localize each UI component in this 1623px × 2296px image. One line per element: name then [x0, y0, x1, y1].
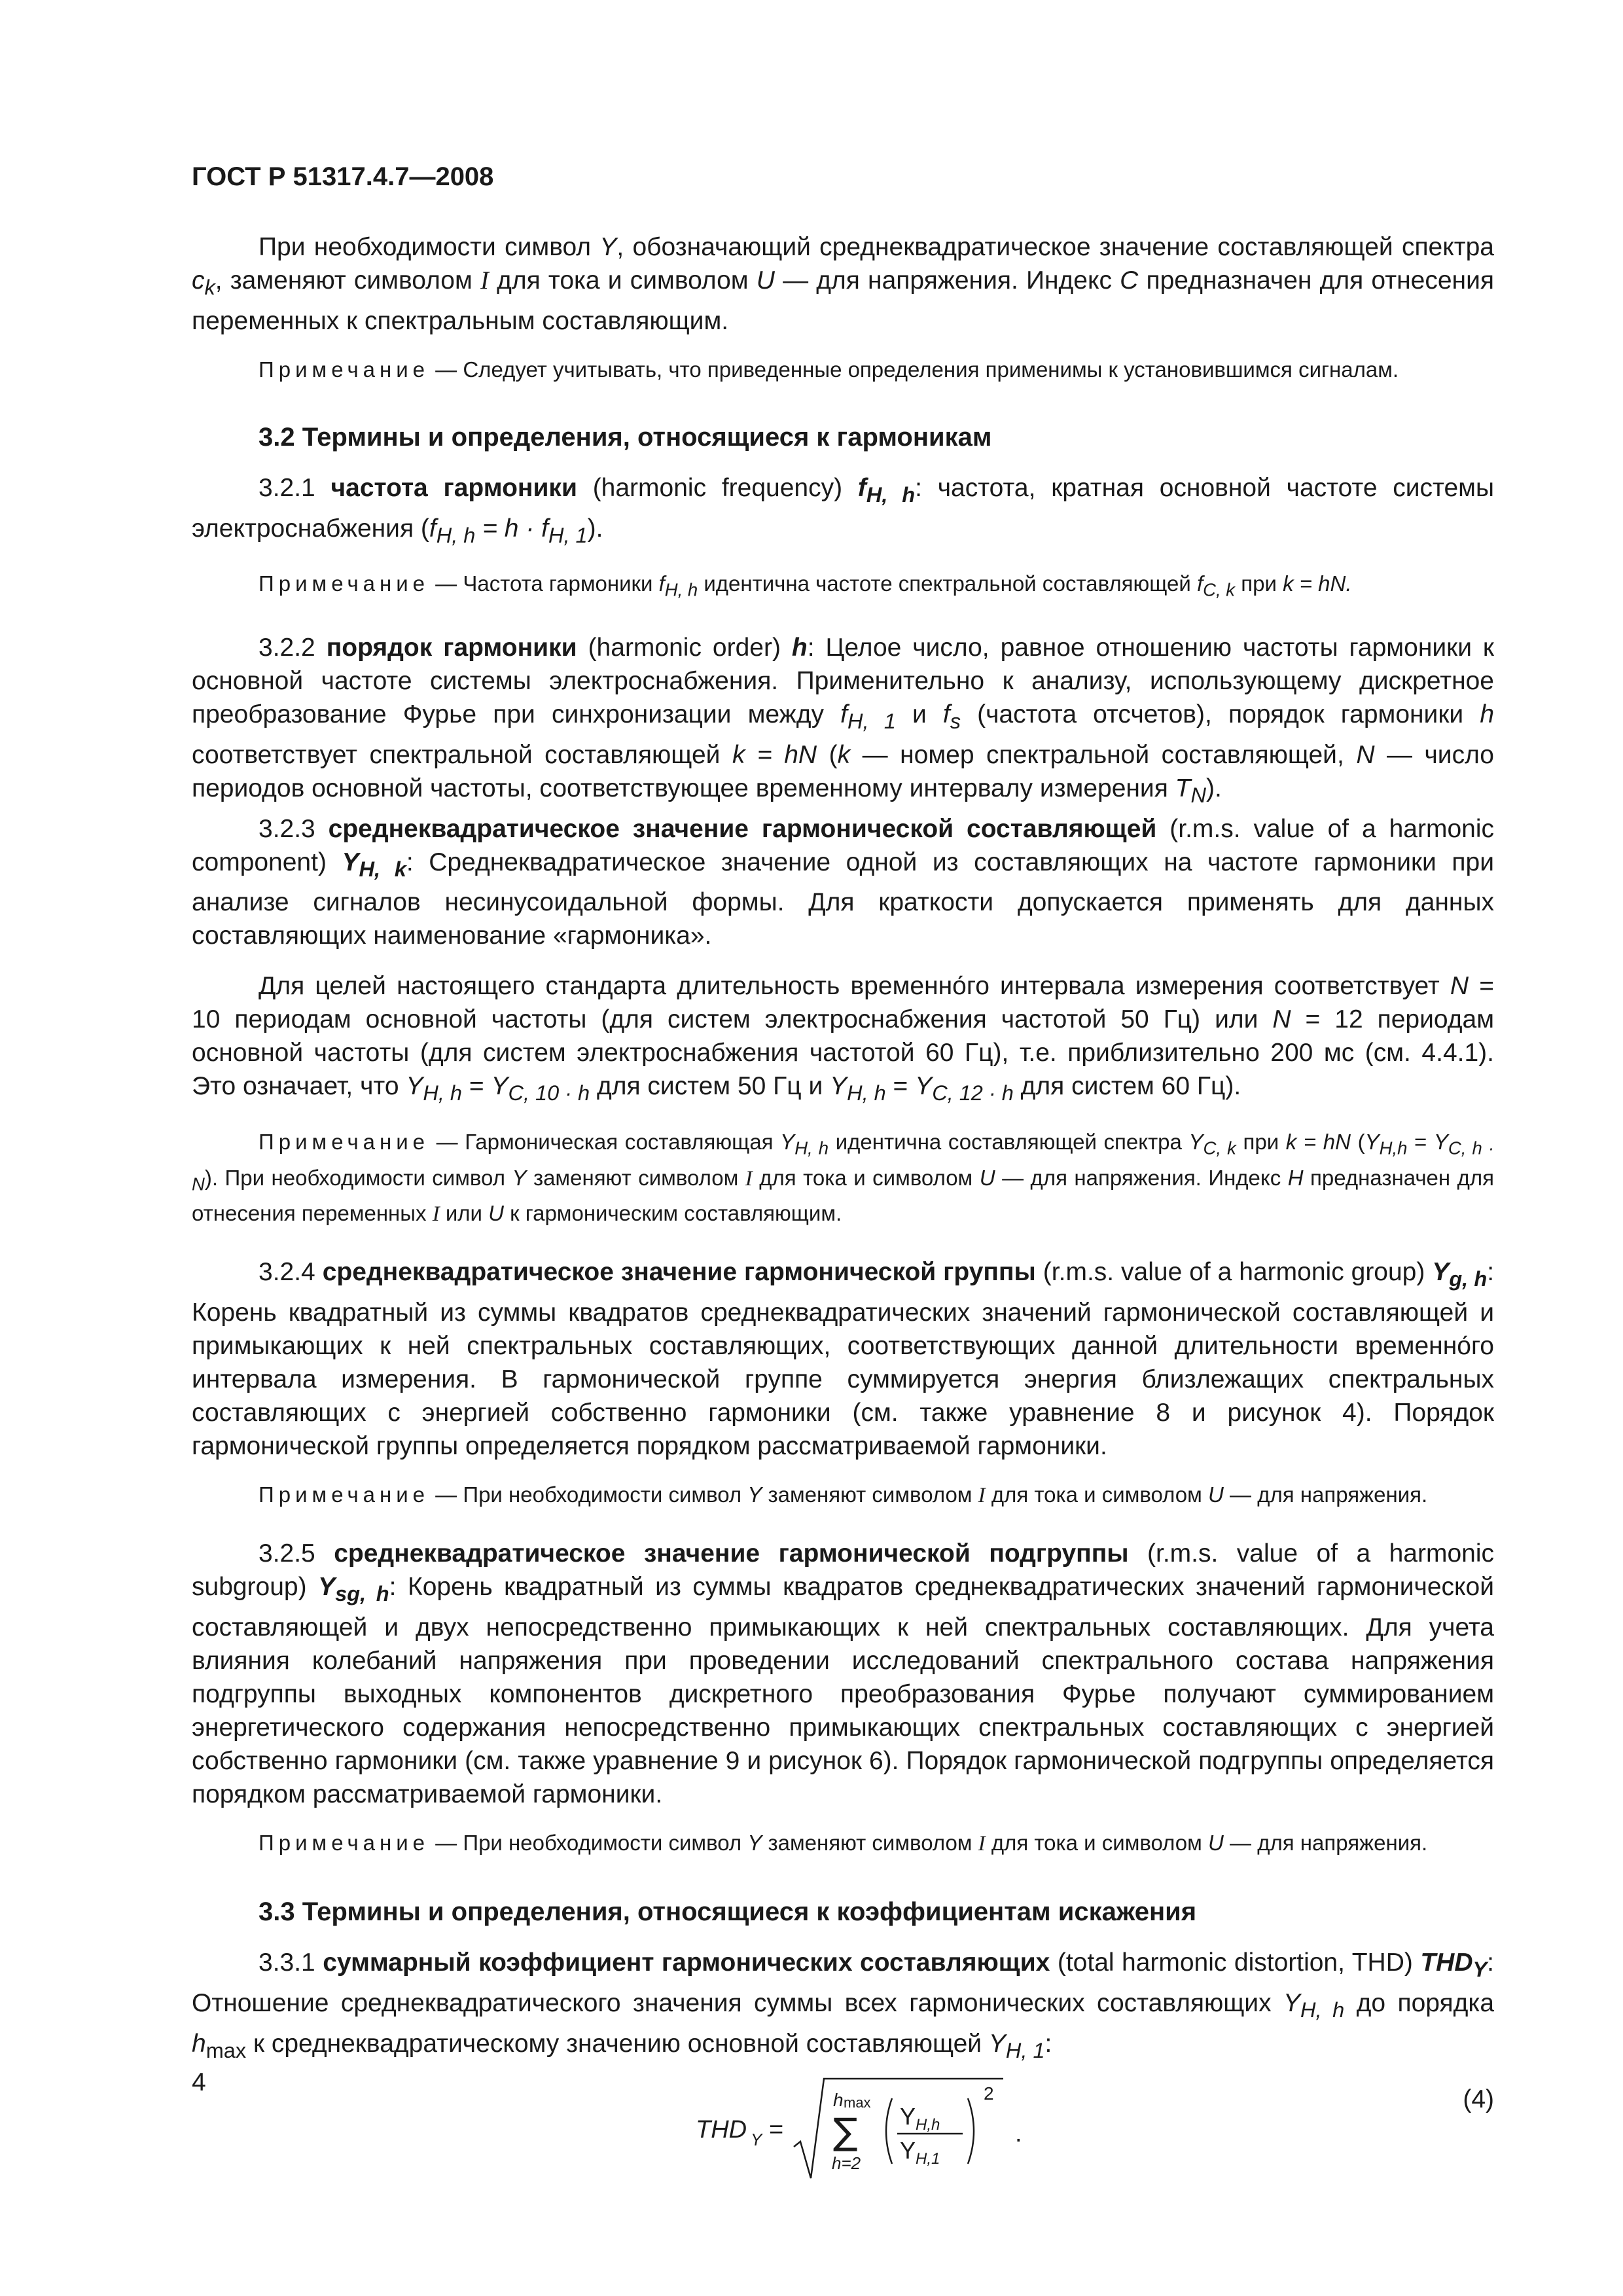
note-3-2-1: Примечание — Частота гармоники $f_{H, h}$ идентична частоте спектральной составляющей $f_{C, k}$ при k = hN.	[259, 571, 1352, 600]
sqrt-sign	[794, 2079, 1003, 2178]
intro-note: Примечание — Следует учитывать, что приведенные определения применимы к установившимся сигналам.	[259, 357, 1399, 382]
clause-3-3-1: 3.3.1 суммарный коэффициент гармонических составляющих (total harmonic distortion, THD) $THD_Y$: Отношение среднеквадратического значения суммы всех гармонических составляющих $Y_{H, h}$ до порядка $h_{max}$ к среднеквадратическому значению основной составляющей $Y_{H, 1}$:	[192, 1948, 1495, 2062]
section-heading-3-2: 3.2 Термины и определения, относящиеся к гармоникам	[259, 422, 992, 452]
sum-lower-limit: h=2	[832, 2153, 861, 2174]
paren-left	[886, 2098, 892, 2164]
thd-formula	[696, 2073, 1036, 2185]
sum-upper-limit: h	[833, 2090, 844, 2111]
sum-upper-limit-sub: max	[844, 2094, 871, 2111]
note-3-2-5: Примечание — При необходимости символ Y заменяют символом I для тока и символом U — для напряжения.	[259, 1830, 1428, 1856]
clause-3-2-5: 3.2.5 среднеквадратическое значение гармонической подгруппы (r.m.s. value of a harmonic subgroup) $Y_{sg, h}$: Корень квадратный из суммы квадратов среднеквадратических значений гармонической составляющей и двух непосредственно примыкающих к ней спектральных составляющих. Для учета влияния колебаний напряжения при проведении исследований спектрального состава напряжения подгруппы выходных компонентов дискретного преобразования Фурье получают суммированием энергетического содержания непосредственно примыкающих спектральных составляющих с энергией собственно гармоники (см. также уравнение 9 и рисунок 6). Порядок гармонической подгруппы определяется порядком рассматриваемой гармоники.	[192, 1539, 1495, 1808]
sigma-sign: ∑	[833, 2111, 858, 2154]
formula-exponent: 2	[984, 2083, 994, 2104]
clause-3-2-2: 3.2.2 порядок гармоники (harmonic order) h: Целое число, равное отношению частоты гармоники к основной частоте системы электроснабжения. Применительно к анализу, использующему дискретное преобразование Фурье при синхронизации между $f_{H, 1}$ и $f_s$ (частота отсчетов), порядок гармоники h соответствует спектральной составляющей k = hN (k — номер спектральной составляющей, N — число периодов основной частоты, соответствующее временному интервалу измерения $T_N$).	[192, 633, 1495, 807]
note-3-2-4: Примечание — При необходимости символ Y заменяют символом I для тока и символом U — для напряжения.	[259, 1482, 1428, 1508]
intro-paragraph: При необходимости символ Y, обозначающий среднеквадратическое значение составляющей спектра $c_k$, заменяют символом I для тока и символом U — для напряжения. Индекс C предназначен для отнесения переменных к спектральным составляющим.	[192, 233, 1494, 335]
equation-number: (4)	[1463, 2085, 1494, 2114]
document-body	[192, 230, 1494, 2185]
clause-3-2-1: 3.2.1 частота гармоники (harmonic frequency) $f_{H, h}$: частота, кратная основной частоте системы электроснабжения $(f_{H, h} = h \cdot f_{H, 1})$.	[192, 473, 1495, 547]
note-3-2-3: Примечание — Гармоническая составляющая $Y_{H, h}$ идентична составляющей спектра $Y_{C, k}$ при k = hN $(Y_{H,h} = Y_{C, h \cdot N})$. При необходимости символ Y заменяют символом I для тока и символом U — для напряжения. Индекс H предназначен для отнесения переменных I или U к гармоническим составляющим.	[192, 1130, 1495, 1227]
formula-equals: =	[769, 2116, 784, 2144]
formula-period: .	[1015, 2120, 1022, 2148]
purpose-paragraph: Для целей настоящего стандарта длительность временно́го интервала измерения соответствует N = 10 периодам основной частоты (для систем электроснабжения частотой 50 Гц) или N = 12 периодам основной частоты (для систем электроснабжения частотой 60 Гц), т.е. приблизительно 200 мс (см. 4.4.1). Это означает, что $Y_{H, h} = Y_{C, 10 \cdot h}$ для систем 50 Гц и $Y_{H, h} = Y_{C, 12 \cdot h}$ для систем 60 Гц).	[192, 972, 1495, 1105]
paren-right	[968, 2098, 974, 2164]
formula-lhs: THD	[696, 2116, 747, 2144]
section-heading-3-3: 3.3 Термины и определения, относящиеся к коэффициентам искажения	[259, 1897, 1197, 1926]
clause-3-2-3: 3.2.3 среднеквадратическое значение гармонической составляющей (r.m.s. value of a harmonic component) $Y_{H, k}$: Среднеквадратическое значение одной из составляющих на частоте гармоники при анализе сигналов несинусоидальной формы. Для краткости допускается применять для данных составляющих наименование «гармоника».	[192, 814, 1495, 950]
fraction-denominator-sub: H,1	[916, 2150, 940, 2168]
fraction-numerator: Y	[900, 2103, 916, 2130]
fraction-denominator: Y	[900, 2137, 916, 2164]
page-number: 4	[192, 2068, 206, 2096]
document-header: ГОСТ Р 51317.4.7—2008	[192, 162, 494, 191]
formula-4	[192, 2073, 1494, 2185]
clause-3-2-4: 3.2.4 среднеквадратическое значение гармонической группы (r.m.s. value of a harmonic group) $Y_{g, h}$: Корень квадратный из суммы квадратов среднеквадратических значений гармонической составляющей и примыкающих к ней спектральных составляющих, соответствующих данной длительности временно́го интервала измерения. В гармонической группе суммируется энергия близлежащих спектральных составляющих с энергией собственно гармоники (см. также уравнение 8 и рисунок 4). Порядок гармонической группы определяется порядком рассматриваемой гармоники.	[192, 1258, 1495, 1461]
fraction-numerator-sub: H,h	[916, 2116, 940, 2134]
formula-lhs-sub: Y	[751, 2130, 762, 2150]
